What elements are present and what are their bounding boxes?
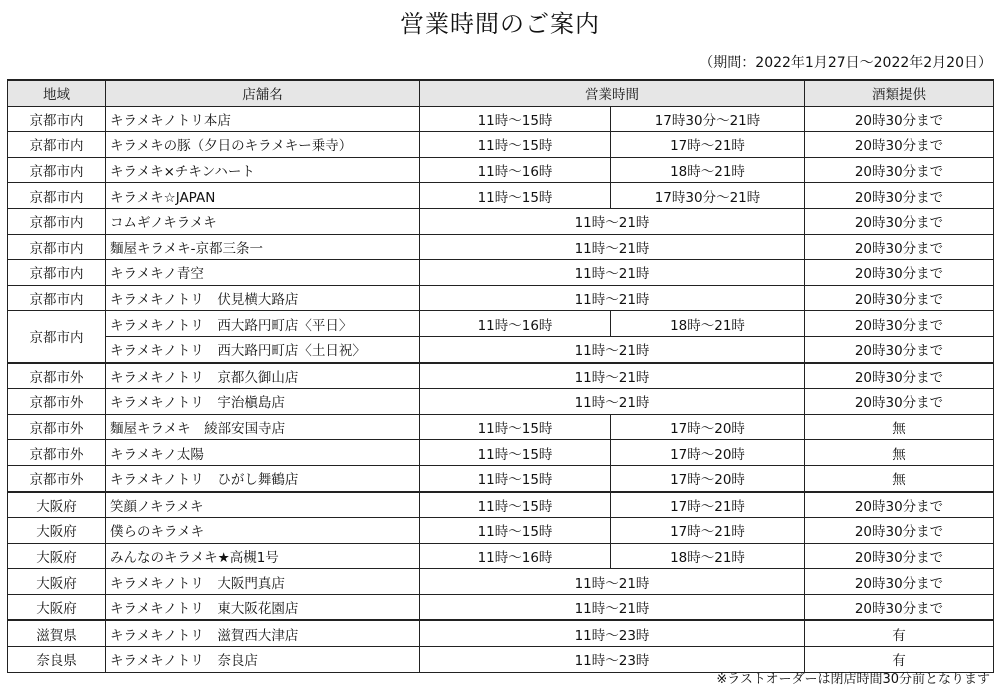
alcohol-cell: 20時30分まで: [805, 132, 994, 158]
table-row: [8, 285, 994, 311]
area-cell: 京都市外: [8, 414, 106, 440]
table-row: [8, 311, 994, 337]
hours-dinner-cell: 17時30分～21時: [611, 106, 805, 132]
header-alcohol: 酒類提供: [805, 80, 994, 106]
hours-lunch-cell: 11時～15時: [420, 183, 611, 209]
store-name-cell: 僕らのキラメキ: [106, 518, 420, 544]
alcohol-cell: 20時30分まで: [805, 311, 994, 337]
table-body: [8, 106, 994, 672]
store-name-cell: キラメキ☆JAPAN: [106, 183, 420, 209]
table-row: [8, 208, 994, 234]
hours-dinner-cell: 18時～21時: [611, 543, 805, 569]
hours-lunch-cell: 11時～15時: [420, 440, 611, 466]
hours-cell: 11時～21時: [420, 260, 805, 286]
area-cell: 京都市内: [8, 234, 106, 260]
store-name-cell: キラメキノトリ 宇治槇島店: [106, 389, 420, 415]
alcohol-cell: 20時30分まで: [805, 363, 994, 389]
hours-lunch-cell: 11時～15時: [420, 414, 611, 440]
hours-lunch-cell: 11時～15時: [420, 492, 611, 518]
table-row: [8, 620, 994, 646]
store-name-cell: キラメキノ青空: [106, 260, 420, 286]
table-row: [8, 234, 994, 260]
hours-cell: 11時～21時: [420, 389, 805, 415]
store-name-cell: キラメキノトリ 西大路円町店〈土日祝〉: [106, 336, 420, 362]
table-row: [8, 492, 994, 518]
store-name-cell: キラメキノトリ 京都久御山店: [106, 363, 420, 389]
store-name-cell: コムギノキラメキ: [106, 208, 420, 234]
alcohol-cell: 20時30分まで: [805, 260, 994, 286]
table-row: [8, 518, 994, 544]
hours-lunch-cell: 11時～15時: [420, 518, 611, 544]
store-name-cell: キラメキ×チキンハート: [106, 157, 420, 183]
alcohol-cell: 20時30分まで: [805, 518, 994, 544]
hours-lunch-cell: 11時～15時: [420, 465, 611, 491]
area-cell: 大阪府: [8, 543, 106, 569]
table-row: [8, 543, 994, 569]
table-row: [8, 389, 994, 415]
table-row: [8, 260, 994, 286]
table-row: [8, 440, 994, 466]
footnote: ※ラストオーダーは閉店時間30分前となります: [716, 672, 990, 687]
alcohol-cell: 20時30分まで: [805, 106, 994, 132]
area-cell: 大阪府: [8, 594, 106, 620]
alcohol-cell: 無: [805, 465, 994, 491]
area-cell: 京都市内: [8, 285, 106, 311]
area-cell: 奈良県: [8, 647, 106, 673]
hours-dinner-cell: 17時～20時: [611, 414, 805, 440]
store-name-cell: みんなのキラメキ★高槻1号: [106, 543, 420, 569]
store-name-cell: 麵屋キラメキ-京都三条一: [106, 234, 420, 260]
area-cell: 京都市外: [8, 389, 106, 415]
hours-cell: 11時～21時: [420, 594, 805, 620]
table-header-row: [8, 80, 994, 106]
store-name-cell: キラメキノトリ 伏見横大路店: [106, 285, 420, 311]
store-name-cell: キラメキノトリ本店: [106, 106, 420, 132]
table-row: [8, 363, 994, 389]
store-name-cell: キラメキノトリ 滋賀西大津店: [106, 620, 420, 646]
alcohol-cell: 20時30分まで: [805, 569, 994, 595]
hours-lunch-cell: 11時～16時: [420, 543, 611, 569]
alcohol-cell: 無: [805, 414, 994, 440]
area-cell: 京都市内: [8, 157, 106, 183]
alcohol-cell: 20時30分まで: [805, 208, 994, 234]
alcohol-cell: 20時30分まで: [805, 183, 994, 209]
hours-cell: 11時～23時: [420, 647, 805, 673]
hours-lunch-cell: 11時～16時: [420, 311, 611, 337]
hours-dinner-cell: 17時～21時: [611, 492, 805, 518]
hours-dinner-cell: 17時30分～21時: [611, 183, 805, 209]
hours-cell: 11時～21時: [420, 285, 805, 311]
alcohol-cell: 20時30分まで: [805, 336, 994, 362]
alcohol-cell: 20時30分まで: [805, 543, 994, 569]
store-name-cell: キラメキノトリ 東大阪花園店: [106, 594, 420, 620]
alcohol-cell: 20時30分まで: [805, 492, 994, 518]
area-cell: 京都市外: [8, 440, 106, 466]
table-row: [8, 414, 994, 440]
store-name-cell: キラメキノトリ 西大路円町店〈平日〉: [106, 311, 420, 337]
hours-cell: 11時～21時: [420, 569, 805, 595]
table-row: [8, 465, 994, 491]
hours-lunch-cell: 11時～15時: [420, 106, 611, 132]
store-name-cell: キラメキノトリ ひがし舞鶴店: [106, 465, 420, 491]
table-row: [8, 157, 994, 183]
store-name-cell: 麵屋キラメキ 綾部安国寺店: [106, 414, 420, 440]
store-name-cell: 笑顔ノキラメキ: [106, 492, 420, 518]
hours-cell: 11時～21時: [420, 208, 805, 234]
alcohol-cell: 20時30分まで: [805, 285, 994, 311]
hours-dinner-cell: 18時～21時: [611, 157, 805, 183]
table-row: [8, 569, 994, 595]
area-cell: 京都市内: [8, 311, 106, 363]
hours-lunch-cell: 11時～15時: [420, 132, 611, 158]
store-name-cell: キラメキノトリ 奈良店: [106, 647, 420, 673]
alcohol-cell: 20時30分まで: [805, 594, 994, 620]
hours-dinner-cell: 17時～21時: [611, 518, 805, 544]
table-row: [8, 594, 994, 620]
area-cell: 滋賀県: [8, 620, 106, 646]
area-cell: 京都市内: [8, 106, 106, 132]
area-cell: 京都市内: [8, 183, 106, 209]
hours-cell: 11時～21時: [420, 234, 805, 260]
area-cell: 京都市内: [8, 260, 106, 286]
table-row: [8, 336, 994, 362]
area-cell: 大阪府: [8, 492, 106, 518]
area-cell: 京都市内: [8, 132, 106, 158]
hours-dinner-cell: 17時～20時: [611, 465, 805, 491]
store-name-cell: キラメキの豚（夕日のキラメキー乗寺）: [106, 132, 420, 158]
hours-dinner-cell: 17時～20時: [611, 440, 805, 466]
header-store: 店舗名: [106, 80, 420, 106]
page-title: 営業時間のご案内: [400, 10, 600, 38]
header-hours: 営業時間: [420, 80, 805, 106]
hours-cell: 11時～21時: [420, 336, 805, 362]
hours-lunch-cell: 11時～16時: [420, 157, 611, 183]
alcohol-cell: 有: [805, 620, 994, 646]
table-row: [8, 183, 994, 209]
alcohol-cell: 無: [805, 440, 994, 466]
area-cell: 大阪府: [8, 518, 106, 544]
alcohol-cell: 20時30分まで: [805, 389, 994, 415]
header-area: 地域: [8, 80, 106, 106]
hours-cell: 11時～21時: [420, 363, 805, 389]
hours-cell: 11時～23時: [420, 620, 805, 646]
alcohol-cell: 有: [805, 647, 994, 673]
table-row: [8, 132, 994, 158]
area-cell: 大阪府: [8, 569, 106, 595]
area-cell: 京都市外: [8, 363, 106, 389]
area-cell: 京都市内: [8, 208, 106, 234]
business-hours-table: [7, 79, 994, 673]
alcohol-cell: 20時30分まで: [805, 157, 994, 183]
hours-dinner-cell: 17時～21時: [611, 132, 805, 158]
alcohol-cell: 20時30分まで: [805, 234, 994, 260]
period-text: （期間：2022年1月27日～2022年2月20日）: [699, 55, 992, 71]
store-name-cell: キラメキノ太陽: [106, 440, 420, 466]
table-row: [8, 106, 994, 132]
hours-dinner-cell: 18時～21時: [611, 311, 805, 337]
store-name-cell: キラメキノトリ 大阪門真店: [106, 569, 420, 595]
area-cell: 京都市外: [8, 465, 106, 491]
